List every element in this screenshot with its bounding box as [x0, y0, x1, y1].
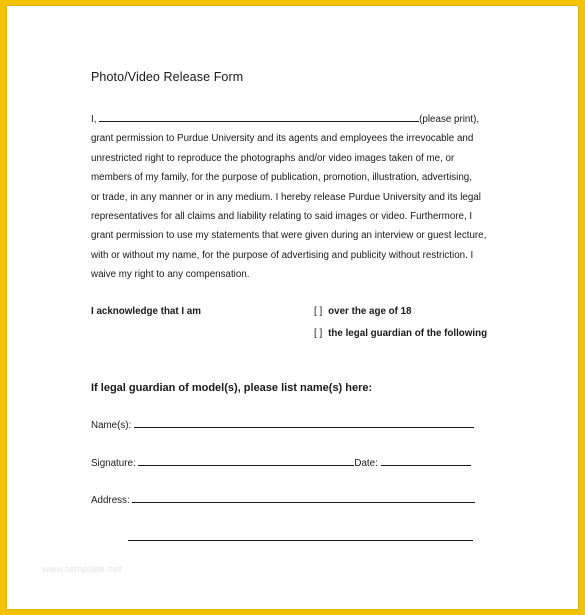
address-field-line-1[interactable]: [132, 493, 475, 503]
option-legal-guardian: [314, 328, 487, 339]
print-name-field[interactable]: [99, 112, 419, 122]
guardian-checkbox[interactable]: [ ]: [314, 328, 323, 339]
names-field[interactable]: [134, 418, 474, 428]
date-label: Date:: [354, 458, 378, 469]
address-field-line-2[interactable]: [128, 531, 473, 541]
paragraph-line: representatives for all claims and liability relating to said images or video. Furthermore, I: [91, 211, 473, 223]
paragraph-line: waive my right to any compensation.: [91, 269, 250, 281]
guardian-heading: If legal guardian of model(s), please list name(s) here:: [91, 382, 373, 394]
over-18-label: over the age of 18: [328, 306, 412, 317]
intro-line: [91, 110, 511, 129]
guardian-label: the legal guardian of the following: [328, 328, 488, 339]
release-paragraph: [91, 110, 511, 285]
paragraph-line: with or without my name, for the purpose of advertising and publicity without restriction. I: [91, 249, 474, 261]
signature-field[interactable]: [138, 456, 354, 466]
option-over-18: [314, 306, 411, 317]
address-label: Address:: [91, 495, 130, 506]
paragraph-line: unrestricted right to reproduce the photographs and/or video images taken of me, or: [91, 152, 455, 164]
address-row: [91, 493, 475, 506]
acknowledge-label: I acknowledge that I am: [91, 306, 201, 317]
paragraph-line: members of my family, for the purpose of publication, promotion, illustration, advertising,: [91, 172, 472, 184]
address-row-2: [128, 531, 473, 544]
signature-label: Signature:: [91, 458, 136, 469]
paragraph-line: grant permission to Purdue University and its agents and employees the irrevocable and: [91, 133, 474, 145]
signature-row: [91, 456, 471, 469]
watermark: www.template.net: [42, 564, 122, 575]
intro-suffix: (please print),: [419, 114, 480, 125]
paragraph-line: grant permission to use my statements that were given during an interview or guest lecture,: [91, 230, 487, 242]
date-field[interactable]: [381, 456, 471, 466]
form-page: [7, 6, 578, 609]
form-title: Photo/Video Release Form: [91, 70, 244, 84]
paragraph-line: or trade, in any manner or in any medium. I hereby release Purdue University and its legal: [91, 191, 481, 203]
names-label: Name(s):: [91, 420, 132, 431]
over-18-checkbox[interactable]: [ ]: [314, 306, 323, 317]
intro-prefix: I,: [91, 114, 100, 125]
names-row: [91, 418, 474, 431]
